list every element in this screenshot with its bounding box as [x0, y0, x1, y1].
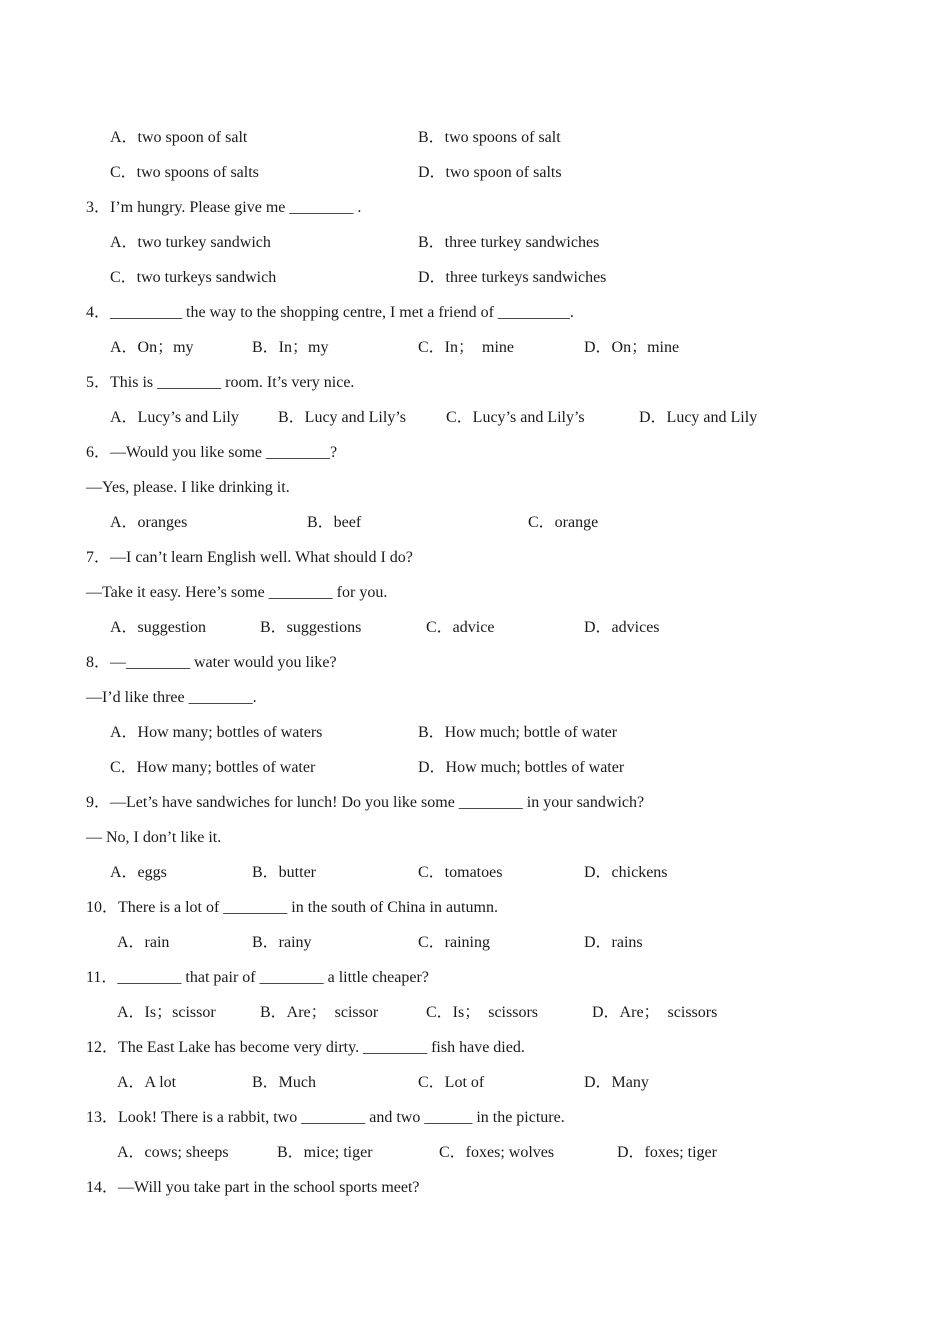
q9-option-a: A．eggs — [110, 864, 167, 881]
q11-option-b: B．Are； scissor — [260, 1004, 379, 1021]
q11-stem: 11．________ that pair of ________ a little cheaper? — [86, 969, 429, 986]
q12-option-c: C．Lot of — [418, 1074, 485, 1091]
q12-option-d: D．Many — [584, 1074, 649, 1091]
q3-stem: 3．I’m hungry. Please give me ________ . — [86, 199, 362, 216]
q7-option-a: A．suggestion — [110, 619, 207, 636]
q11-option-a: A．Is；scissor — [117, 1004, 216, 1021]
q13-option-d: D．foxes; tiger — [617, 1144, 717, 1161]
q8-stem: 8．—________ water would you like? — [86, 654, 337, 671]
q9-option-b: B．butter — [252, 864, 316, 881]
q9-reply: — No, I don’t like it. — [86, 829, 222, 846]
q8-option-c: C．How many; bottles of water — [110, 759, 316, 776]
q5-option-b: B．Lucy and Lily’s — [278, 409, 406, 426]
q6-reply: —Yes, please. I like drinking it. — [86, 479, 290, 496]
q2-option-b: B．two spoons of salt — [418, 129, 561, 146]
q14-stem: 14．—Will you take part in the school sports meet? — [86, 1179, 420, 1196]
q10-stem: 10．There is a lot of ________ in the south of China in autumn. — [86, 899, 498, 916]
q2-option-c: C．two spoons of salts — [110, 164, 259, 181]
q10-option-c: C．raining — [418, 934, 490, 951]
q10-option-b: B．rainy — [252, 934, 312, 951]
q4-option-c: C．In； mine — [418, 339, 514, 356]
q11-option-c: C．Is； scissors — [426, 1004, 539, 1021]
q7-stem: 7．—I can’t learn English well. What should I do? — [86, 549, 413, 566]
q8-option-b: B．How much; bottle of water — [418, 724, 618, 741]
q3-option-c: C．two turkeys sandwich — [110, 269, 277, 286]
q7-option-d: D．advices — [584, 619, 660, 636]
q4-option-a: A．On；my — [110, 339, 194, 356]
q4-option-b: B．In；my — [252, 339, 329, 356]
q11-option-d: D．Are； scissors — [592, 1004, 718, 1021]
q6-stem: 6．—Would you like some ________? — [86, 444, 338, 461]
q9-option-d: D．chickens — [584, 864, 668, 881]
q4-stem: 4．_________ the way to the shopping centre, I met a friend of _________. — [86, 304, 574, 321]
q2-option-d: D．two spoon of salts — [418, 164, 562, 181]
q5-option-c: C．Lucy’s and Lily’s — [446, 409, 585, 426]
q3-option-a: A．two turkey sandwich — [110, 234, 271, 251]
q10-option-a: A．rain — [117, 934, 170, 951]
q8-reply: —I’d like three ________. — [86, 689, 257, 706]
q3-option-b: B．three turkey sandwiches — [418, 234, 600, 251]
q9-option-c: C．tomatoes — [418, 864, 503, 881]
q5-stem: 5．This is ________ room. It’s very nice. — [86, 374, 355, 391]
q2-option-a: A．two spoon of salt — [110, 129, 248, 146]
q12-stem: 12．The East Lake has become very dirty. ________ fish have died. — [86, 1039, 525, 1056]
q8-option-a: A．How many; bottles of waters — [110, 724, 323, 741]
q4-option-d: D．On；mine — [584, 339, 680, 356]
q7-option-c: C．advice — [426, 619, 495, 636]
q9-stem: 9．—Let’s have sandwiches for lunch! Do you like some ________ in your sandwich? — [86, 794, 645, 811]
q6-option-c: C．orange — [528, 514, 599, 531]
q3-option-d: D．three turkeys sandwiches — [418, 269, 607, 286]
q5-option-d: D．Lucy and Lily — [639, 409, 758, 426]
q6-option-b: B．beef — [307, 514, 362, 531]
q8-option-d: D．How much; bottles of water — [418, 759, 625, 776]
q7-reply: —Take it easy. Here’s some ________ for you. — [86, 584, 388, 601]
q10-option-d: D．rains — [584, 934, 643, 951]
q13-option-a: A．cows; sheeps — [117, 1144, 229, 1161]
q13-stem: 13．Look! There is a rabbit, two ________ and two ______ in the picture. — [86, 1109, 565, 1126]
q12-option-b: B．Much — [252, 1074, 317, 1091]
q12-option-a: A．A lot — [117, 1074, 177, 1091]
q5-option-a: A．Lucy’s and Lily — [110, 409, 239, 426]
q13-option-c: C．foxes; wolves — [439, 1144, 555, 1161]
q13-option-b: B．mice; tiger — [277, 1144, 373, 1161]
q6-option-a: A．oranges — [110, 514, 188, 531]
q7-option-b: B．suggestions — [260, 619, 362, 636]
